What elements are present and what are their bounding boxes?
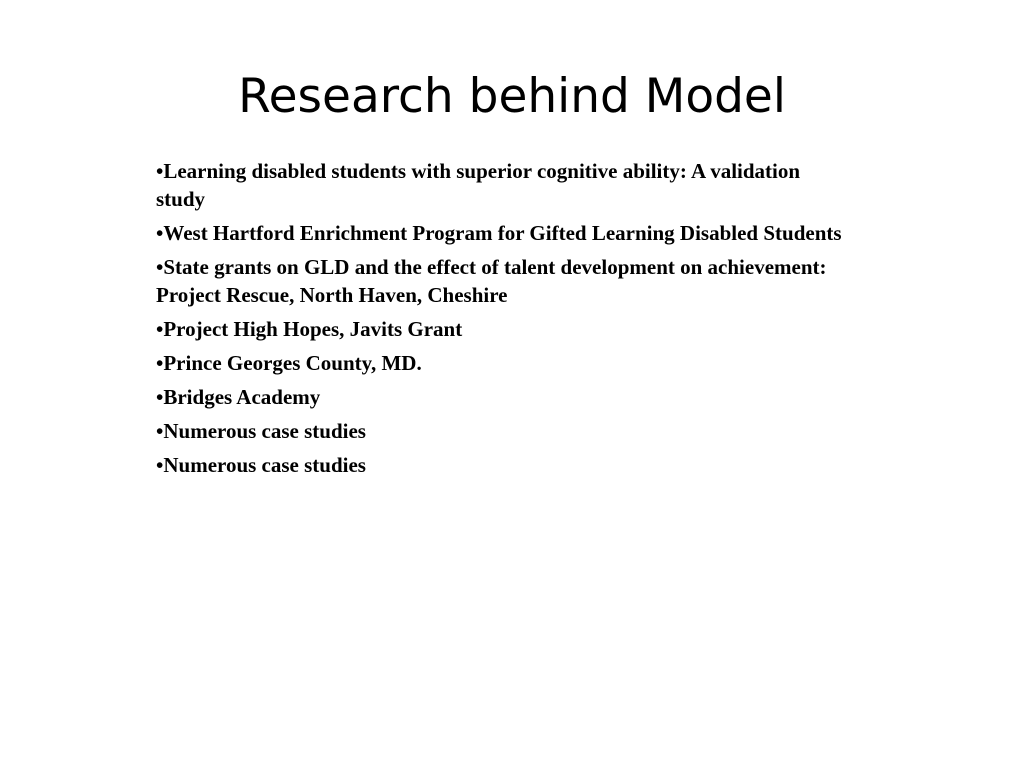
bullet-list [156, 157, 846, 485]
bullet-marker: • [156, 453, 164, 477]
bullet-marker: • [156, 351, 164, 375]
list-item [156, 349, 846, 377]
bullet-text: West Hartford Enrichment Program for Gifted Learning Disabled Students [163, 221, 842, 245]
list-item [156, 315, 846, 343]
list-item [156, 219, 846, 247]
list-item [156, 383, 846, 411]
bullet-marker: • [156, 221, 164, 245]
bullet-text: Numerous case studies [163, 419, 366, 443]
bullet-marker: • [156, 385, 164, 409]
bullet-text: State grants on GLD and the effect of talent development on achievement: Project Rescue, North Haven, Cheshire [156, 255, 827, 307]
bullet-text: Learning disabled students with superior cognitive ability: A validation study [156, 159, 801, 211]
bullet-marker: • [156, 419, 164, 443]
bullet-marker: • [156, 159, 164, 183]
bullet-text: Numerous case studies [163, 453, 366, 477]
bullet-text: Prince Georges County, MD. [163, 351, 422, 375]
slide-title: Research behind Model [238, 69, 786, 124]
list-item [156, 157, 846, 213]
bullet-text: Bridges Academy [163, 385, 321, 409]
bullet-marker: • [156, 255, 164, 279]
list-item [156, 417, 846, 445]
bullet-marker: • [156, 317, 164, 341]
list-item [156, 253, 846, 309]
bullet-text: Project High Hopes, Javits Grant [163, 317, 463, 341]
list-item [156, 451, 846, 479]
